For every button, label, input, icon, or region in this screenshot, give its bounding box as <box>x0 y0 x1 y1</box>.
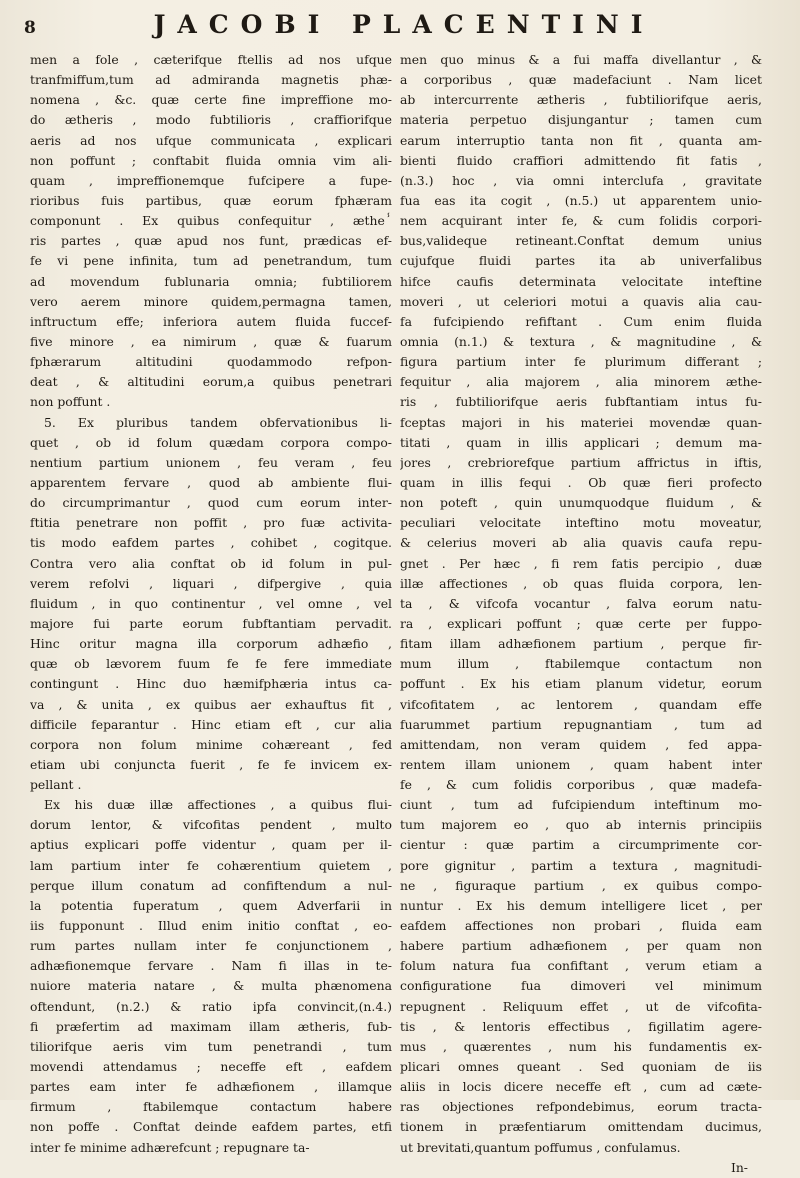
page-header <box>24 10 762 50</box>
text-line: plicari omnes queant . Sed quoniam de iis <box>400 1059 762 1075</box>
text-line: fi præfertim ad maximam illam ætheris, fub- <box>30 1018 392 1034</box>
text-line: fe , & cum folidis corporibus , quæ madefa- <box>400 777 762 793</box>
text-line: tis , & lentoris effectibus , figillatim agere- <box>400 1018 762 1034</box>
text-line: apparentem fervare , quod ab ambiente flui- <box>30 474 392 490</box>
text-line: gnet . Per hæc , fi rem fatis percipio , duæ <box>400 555 762 571</box>
text-line: nem acquirant inter fe, & cum folidis corpori- <box>400 213 762 229</box>
text-line: Contra vero alia conftat ob id folum in pul- <box>30 555 392 571</box>
text-line: habere partium adhæfionem , per quam non <box>400 938 762 954</box>
text-line: pellant . <box>30 777 82 793</box>
text-line: nomena , &c. quæ certe fine impreffione mo- <box>30 92 392 108</box>
text-line: fe vi pene infinita, tum ad penetrandum, tum <box>30 253 392 269</box>
text-line: materia perpetuo disjungantur ; tamen cum <box>400 112 762 128</box>
text-line: ad movendum fublunaria omnia; fubtiliorem <box>30 273 392 289</box>
text-line: oftendunt, (n.2.) & ratio ipfa convincit,(n.4.) <box>30 998 392 1014</box>
text-line: quam in illis fequi . Ob quæ fieri profecto <box>400 474 762 490</box>
text-line: firmum , ftabilemque contactum habere <box>30 1099 392 1115</box>
text-line: fuarummet partium repugnantiam , tum ad <box>400 716 762 732</box>
page-number: 8 <box>24 18 36 38</box>
text-line: illæ affectiones , ob quas fluida corpora, len- <box>400 575 762 591</box>
text-line: eafdem affectiones non probari , fluida eam <box>400 918 762 934</box>
text-line: lam partium inter fe cohærentium quietem , <box>30 857 392 873</box>
text-line: nentium partium unionem , feu veram , feu <box>30 454 392 470</box>
text-line: & celerius moveri ab alia quavis caufa repu- <box>400 535 762 551</box>
text-line: difficile feparantur . Hinc etiam eft , cur alia <box>30 716 392 732</box>
text-line: verem refolvi , liquari , difpergive , quia <box>30 575 392 591</box>
text-line: ris , fubtiliorifque aeris fubftantiam intus fu- <box>400 394 762 410</box>
text-line: partes eam inter fe adhæfionem , illamque <box>30 1079 392 1095</box>
text-line: omnia (n.1.) & textura , & magnitudine , & <box>400 333 762 349</box>
text-line: amittendam, non veram quidem , fed appa- <box>400 736 762 752</box>
text-line: cujufque fluidi partes ita ab univerfalibus <box>400 253 762 269</box>
text-line: inter fe minime adhærefcunt ; repugnare ta- <box>30 1139 310 1155</box>
text-line: ris partes , quæ apud nos funt, prædicas ef- <box>30 233 392 249</box>
text-line: mum illum , ftabilemque contactum non <box>400 656 762 672</box>
text-line: jores , crebriorefque partium affrictus in iftis, <box>400 454 762 470</box>
text-line: non poffe . Conftat deinde eafdem partes, etfi <box>30 1119 392 1135</box>
text-line: inftructum effe; inferiora autem fluida fuccef- <box>30 313 392 329</box>
text-line: a corporibus , quæ madefaciunt . Nam licet <box>400 72 762 88</box>
text-line: perque illum conatum ad confiftendum a nul- <box>30 877 392 893</box>
catchword: In- <box>730 1159 748 1175</box>
text-line: rentem illam unionem , quam habent inter <box>400 756 762 772</box>
text-line: tis modo eafdem partes , cohibet , cogitque. <box>30 535 392 551</box>
text-line: cientur : quæ partim a circumprimente cor- <box>400 837 762 853</box>
text-line: hifce caufis determinata velocitate inteftine <box>400 273 762 289</box>
text-line: iis fupponunt . Illud enim initio conftat , eo- <box>30 918 392 934</box>
text-line: mus , quærentes , num his fundamentis ex- <box>400 1038 762 1054</box>
text-line: dorum lentor, & vifcofitas pendent , multo <box>30 817 392 833</box>
text-line: fitam illam adhæfionem partium , perque fir- <box>400 636 762 652</box>
text-line: componunt . Ex quibus confequitur , ætheⸯ <box>30 213 392 229</box>
text-line: Hinc oritur magna illa corporum adhæfio , <box>30 636 392 652</box>
text-line: rum partes nullam inter fe conjunctionem , <box>30 938 392 954</box>
text-line: non poffunt . <box>30 394 111 410</box>
text-line: bienti fluido craffiori admittendo fit fatis , <box>400 152 762 168</box>
text-line: do ætheris , modo fubtilioris , craffiorifque <box>30 112 392 128</box>
text-line: tranfmiffum,tum ad admiranda magnetis phæ- <box>30 72 392 88</box>
text-line: contingunt . Hinc duo hæmifphæria intus ca- <box>30 676 392 692</box>
text-line: (n.3.) hoc , via omni interclufa , gravitate <box>400 172 762 188</box>
text-line: ras objectiones refpondebimus, eorum tracta- <box>400 1099 762 1115</box>
text-line: five minore , ea nimirum , quæ & fuarum <box>30 333 392 349</box>
text-line: corpora non folum minime cohæreant , fed <box>30 736 392 752</box>
text-line: tiliorifque aeris vim tum penetrandi , tum <box>30 1038 392 1054</box>
text-line: adhæfionemque fervare . Nam fi illas in te- <box>30 958 392 974</box>
text-line: ftitia penetrare non poffit , pro fuæ activita- <box>30 515 392 531</box>
text-line: vero aerem minore quidem,permagna tamen, <box>30 293 392 309</box>
text-line: deat , & altitudini eorum,a quibus penetrari <box>30 374 392 390</box>
text-line: majore fui parte eorum fubftantiam pervadit. <box>30 615 392 631</box>
text-line: ab intercurrente ætheris , fubtiliorifque aeris, <box>400 92 762 108</box>
text-line: rioribus fuis partibus, quæ eorum fphæram <box>30 192 392 208</box>
running-head: JACOBI PLACENTINI <box>153 10 655 39</box>
text-line: men a fole , cæterifque ftellis ad nos ufque <box>30 52 392 67</box>
text-line: fphærarum altitudini quodammodo refpon- <box>30 354 392 370</box>
text-line: titati , quam in illis applicari ; demum ma- <box>400 434 762 450</box>
text-line: do circumprimantur , quod cum eorum inter- <box>30 495 392 511</box>
text-line: figura partium inter fe plurimum differant ; <box>400 354 762 370</box>
text-line: earum interruptio tanta non fit , quanta am- <box>400 132 762 148</box>
text-line: Ex his duæ illæ affectiones , a quibus flui- <box>44 797 392 813</box>
text-line: fua eas ita cogit , (n.5.) ut apparentem unio- <box>400 192 762 208</box>
text-line: etiam ubi conjuncta fuerit , fe fe invicem ex- <box>30 756 392 772</box>
text-line: ut brevitati,quantum poffumus , confulamus. <box>400 1139 681 1155</box>
text-line: quam , impreffionemque fufcipere a fupe- <box>30 172 392 188</box>
text-line: 5. Ex pluribus tandem obfervationibus li- <box>44 414 392 430</box>
text-line: aptius explicari poffe videntur , quam per il- <box>30 837 392 853</box>
text-line: non poteft , quin unumquodque fluidum , & <box>400 495 762 511</box>
text-line: quæ ob lævorem fuum fe fe fere immediate <box>30 656 392 672</box>
text-line: ciunt , tum ad fufcipiendum inteftinum mo- <box>400 797 762 813</box>
text-line: va , & unita , ex quibus aer exhauftus fit , <box>30 696 392 712</box>
text-line: ne , figuraque partium , ex quibus compo- <box>400 877 762 893</box>
left-column <box>30 50 392 1178</box>
text-line: movendi attendamus ; neceffe eft , eafdem <box>30 1059 392 1075</box>
text-line: repugnent . Reliquum effet , ut de vifcofita- <box>400 998 762 1014</box>
text-line: fluidum , in quo continentur , vel omne , vel <box>30 595 392 611</box>
text-line: peculiari velocitate inteftino motu moveatur, <box>400 515 762 531</box>
text-line: configuratione fua dimoveri vel minimum <box>400 978 762 994</box>
text-line: tionem in præfentiarum omittendam ducimus, <box>400 1119 762 1135</box>
right-column <box>400 50 762 1178</box>
text-line: quet , ob id folum quædam corpora compo- <box>30 434 392 450</box>
text-line: moveri , ut celeriori motui a quavis alia cau- <box>400 293 762 309</box>
text-line: non poffunt ; conftabit fluida omnia vim ali- <box>30 152 392 168</box>
text-line: bus,valideque retineant.Conftat demum unius <box>400 233 762 249</box>
text-line: poffunt . Ex his etiam planum videtur, eorum <box>400 676 762 692</box>
text-line: fa fufcipiendo refiftant . Cum enim fluida <box>400 313 762 329</box>
text-line: ra , explicari poffunt ; quæ certe per fuppo- <box>400 615 762 631</box>
text-line: fequitur , alia majorem , alia minorem æthe- <box>400 374 762 390</box>
text-line: fceptas majori in his materiei movendæ quan- <box>400 414 762 430</box>
text-line: pore gignitur , partim a textura , magnitudi- <box>400 857 762 873</box>
text-line: vifcofitatem , ac lentorem , quandam effe <box>400 696 762 712</box>
text-line: la potentia fuperatum , quem Adverfarii in <box>30 897 392 913</box>
text-line: nuntur . Ex his demum intelligere licet , per <box>400 897 762 913</box>
text-line: folum natura fua confiftant , verum etiam a <box>400 958 762 974</box>
text-line: aeris ad nos ufque communicata , explicari <box>30 132 392 148</box>
text-line: men quo minus & a fui maffa divellantur , & <box>400 52 762 67</box>
text-line: aliis in locis dicere neceffe eft , cum ad cæte- <box>400 1079 762 1095</box>
text-line: tum majorem eo , quo ab internis principiis <box>400 817 762 833</box>
text-line: nuiore materia natare , & multa phænomena <box>30 978 392 994</box>
text-columns <box>24 50 762 1178</box>
text-line: ta , & vifcofa vocantur , falva eorum natu- <box>400 595 762 611</box>
